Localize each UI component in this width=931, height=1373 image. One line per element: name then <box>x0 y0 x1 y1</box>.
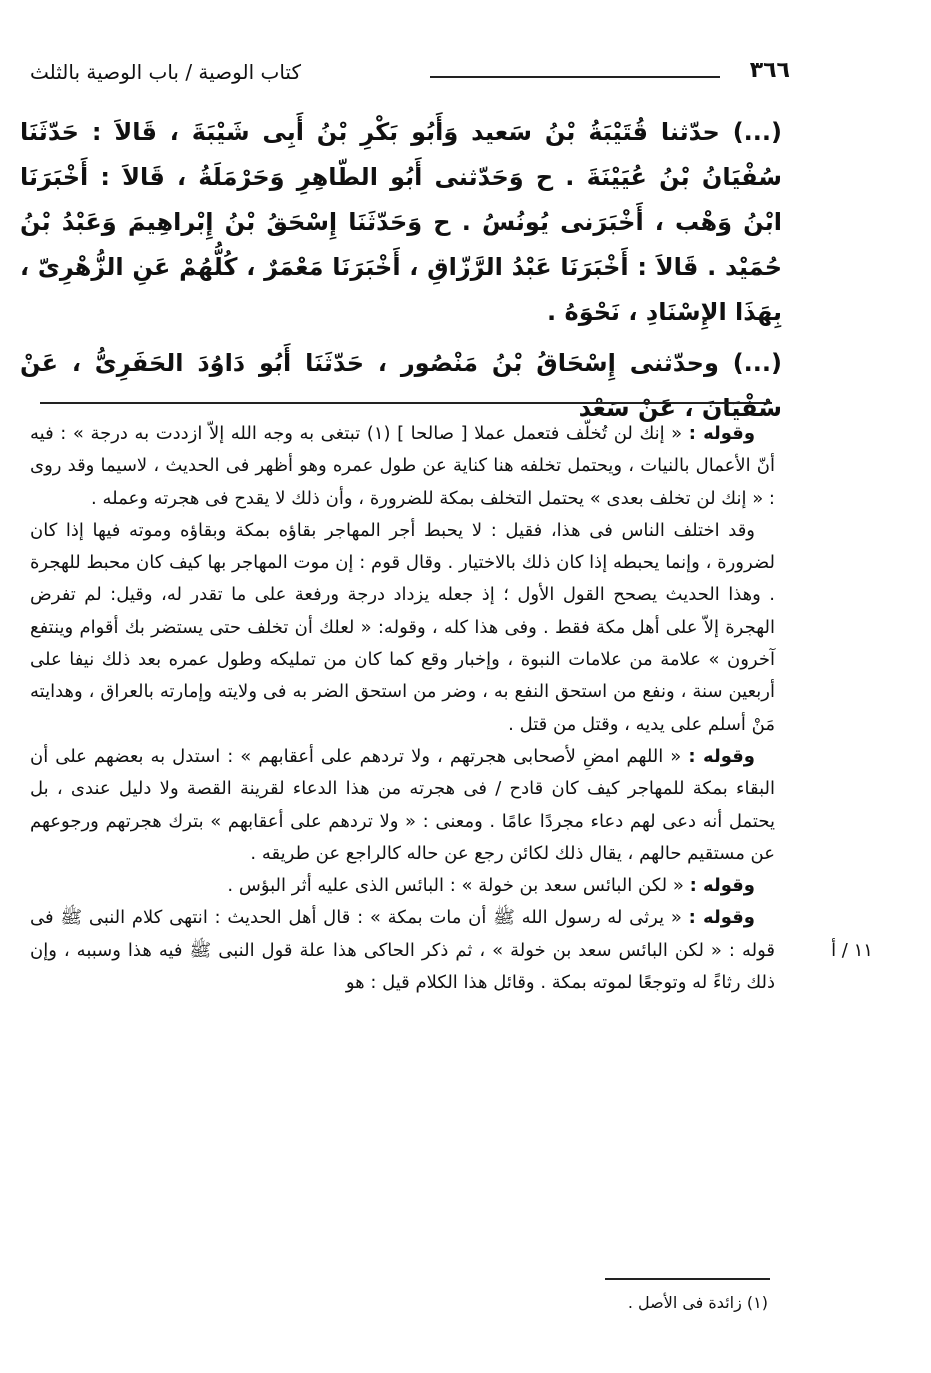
paragraph-lead: وقوله : <box>689 875 755 897</box>
paragraph-lead: وقوله : <box>688 745 755 767</box>
paragraph-body: « اللهم امضِ لأصحابى هجرتهم ، ولا تردهم على أعقابهم » : استدل به بعضهم على أن البقاء بمكة للمهاجر كيف كان قادح / فى هجرته من هذا الدعاء لقرينة القصة ولا دليل عندى ، بل يحتمل أنه دعى لهم دعاء مجردًا عامًا . ومعنى : « ولا تردهم على أعقابهم » بترك هجرتهم ورجوعهم عن مستقيم حالهم ، يقال ذلك لكائن رجع عن حاله كالراجع عن طريقه . <box>30 745 775 864</box>
section-divider <box>40 402 772 404</box>
paragraph-body: « لكن البائس سعد بن خولة » : البائس الذى عليه أثر البؤس . <box>227 875 690 897</box>
paragraph-body: « يرثى له رسول الله ﷺ أن مات بمكة » : قال أهل الحديث : انتهى كلام النبى ﷺ فى قوله : « لكن البائس سعد بن خولة » ، ثم ذكر الحاكى هذا علة قول النبى ﷺ فيه هذا وسببه ، وإن ذلك رثاءً له وتوجعًا لموته بمكة . وقائل هذا الكلام قيل : هو <box>30 907 775 994</box>
paragraph-body: وقد اختلف الناس فى هذا، فقيل : لا يحبط أجر المهاجر بقاؤه بمكة وبقاؤه وموته فيها إذا كان لضرورة ، وإنما يحبطه إذا كان ذلك بالاختيار . وقال قوم : إن موت المهاجر بها كيف كان محبط للهجرة . وهذا الحديث يصحح القول الأول ؛ إذ جعله يزداد درجة ورفعة على ما تقدر له، وقيل: لم تفرض الهجرة إلاّ على أهل مكة فقط . وفى هذا كله ، وقوله: « لعلك أن تخلف حتى يستضر بك أقوام وينتفع آخرون » علامة من علامات النبوة ، وإخبار وقع كما كان من تمليكه وطول عمره بعد ذلك نيفا على أربعين سنة ، ونفع من استحق النفع به ، وضر من استحق الضر به فى ولايته وإمارته بالعراق ، وهدايته مَنْ أسلم على يديه ، وقتل من قتل . <box>30 519 775 735</box>
manuscript-folio-note: ١١ / أ <box>831 940 873 961</box>
page-number: ٣٦٦ <box>749 58 790 83</box>
paragraph-lead: وقوله : <box>688 907 755 929</box>
header-rule <box>430 76 720 78</box>
commentary-paragraph <box>30 902 775 999</box>
page-header <box>30 58 790 92</box>
commentary-paragraph <box>30 515 775 741</box>
footnote: (١) زائدة فى الأصل . <box>627 1293 768 1312</box>
commentary-text <box>30 418 775 999</box>
hadith-text <box>20 110 782 437</box>
running-title: كتاب الوصية / باب الوصية بالثلث <box>30 60 301 84</box>
hadith-paragraph: (...) وحدّثنى إِسْحَاقُ بْنُ مَنْصُور ، حَدّثَنَا أَبُو دَاوُدَ الحَفَرِىُّ ، عَنْ سُفْيَانَ ، عَنْ سَعْد <box>20 349 782 422</box>
footnote-rule <box>605 1278 770 1280</box>
paragraph-body: « إنك لن تُخلّف فتعمل عملا [ صالحا ] (١) تبتغى به وجه الله إلاّ ازددت به درجة » : فيه أنّ الأعمال بالنيات ، ويحتمل تخلفه هنا كناية عن طول عمره وهو أظهر فى الحديث ، لاسيما وقد روى : « إنك لن تخلف بعدى » يحتمل التخلف بمكة للضرورة ، وأن ذلك لا يقدح فى هجرته وعمله . <box>30 423 775 509</box>
commentary-paragraph <box>30 418 775 515</box>
hadith-paragraph: (...) حدّثنا قُتَيْبَةُ بْنُ سَعيد وَأَبُو بَكْرِ بْنُ أَبِى شَيْبَةَ ، قَالاَ : حَدّثَنَا سُفْيَانُ بْنُ عُيَيْنَةَ . ح وَحَدّثنى أَبُو الطّاهِرِ وَحَرْمَلَةُ ، قَالاَ : أَخْبَرَنَا ابْنُ وَهْب ، أَخْبَرَنى يُونُسُ . ح وَحَدّثَنَا إِسْحَقُ بْنُ إِبْراهِيمَ وَعَبْدُ بْنُ حُمَيْد . قَالاَ : أَخْبَرَنَا عَبْدُ الرَّزّاقِ ، أَخْبَرَنَا مَعْمَرٌ ، كُلُّهُمْ عَنِ الزُّهْرِىّ ، بِهَذَا الإِسْنَادِ ، نَحْوَهُ . <box>20 118 782 326</box>
commentary-paragraph <box>30 870 775 902</box>
paragraph-lead: وقوله : <box>688 423 756 444</box>
commentary-paragraph <box>30 741 775 870</box>
